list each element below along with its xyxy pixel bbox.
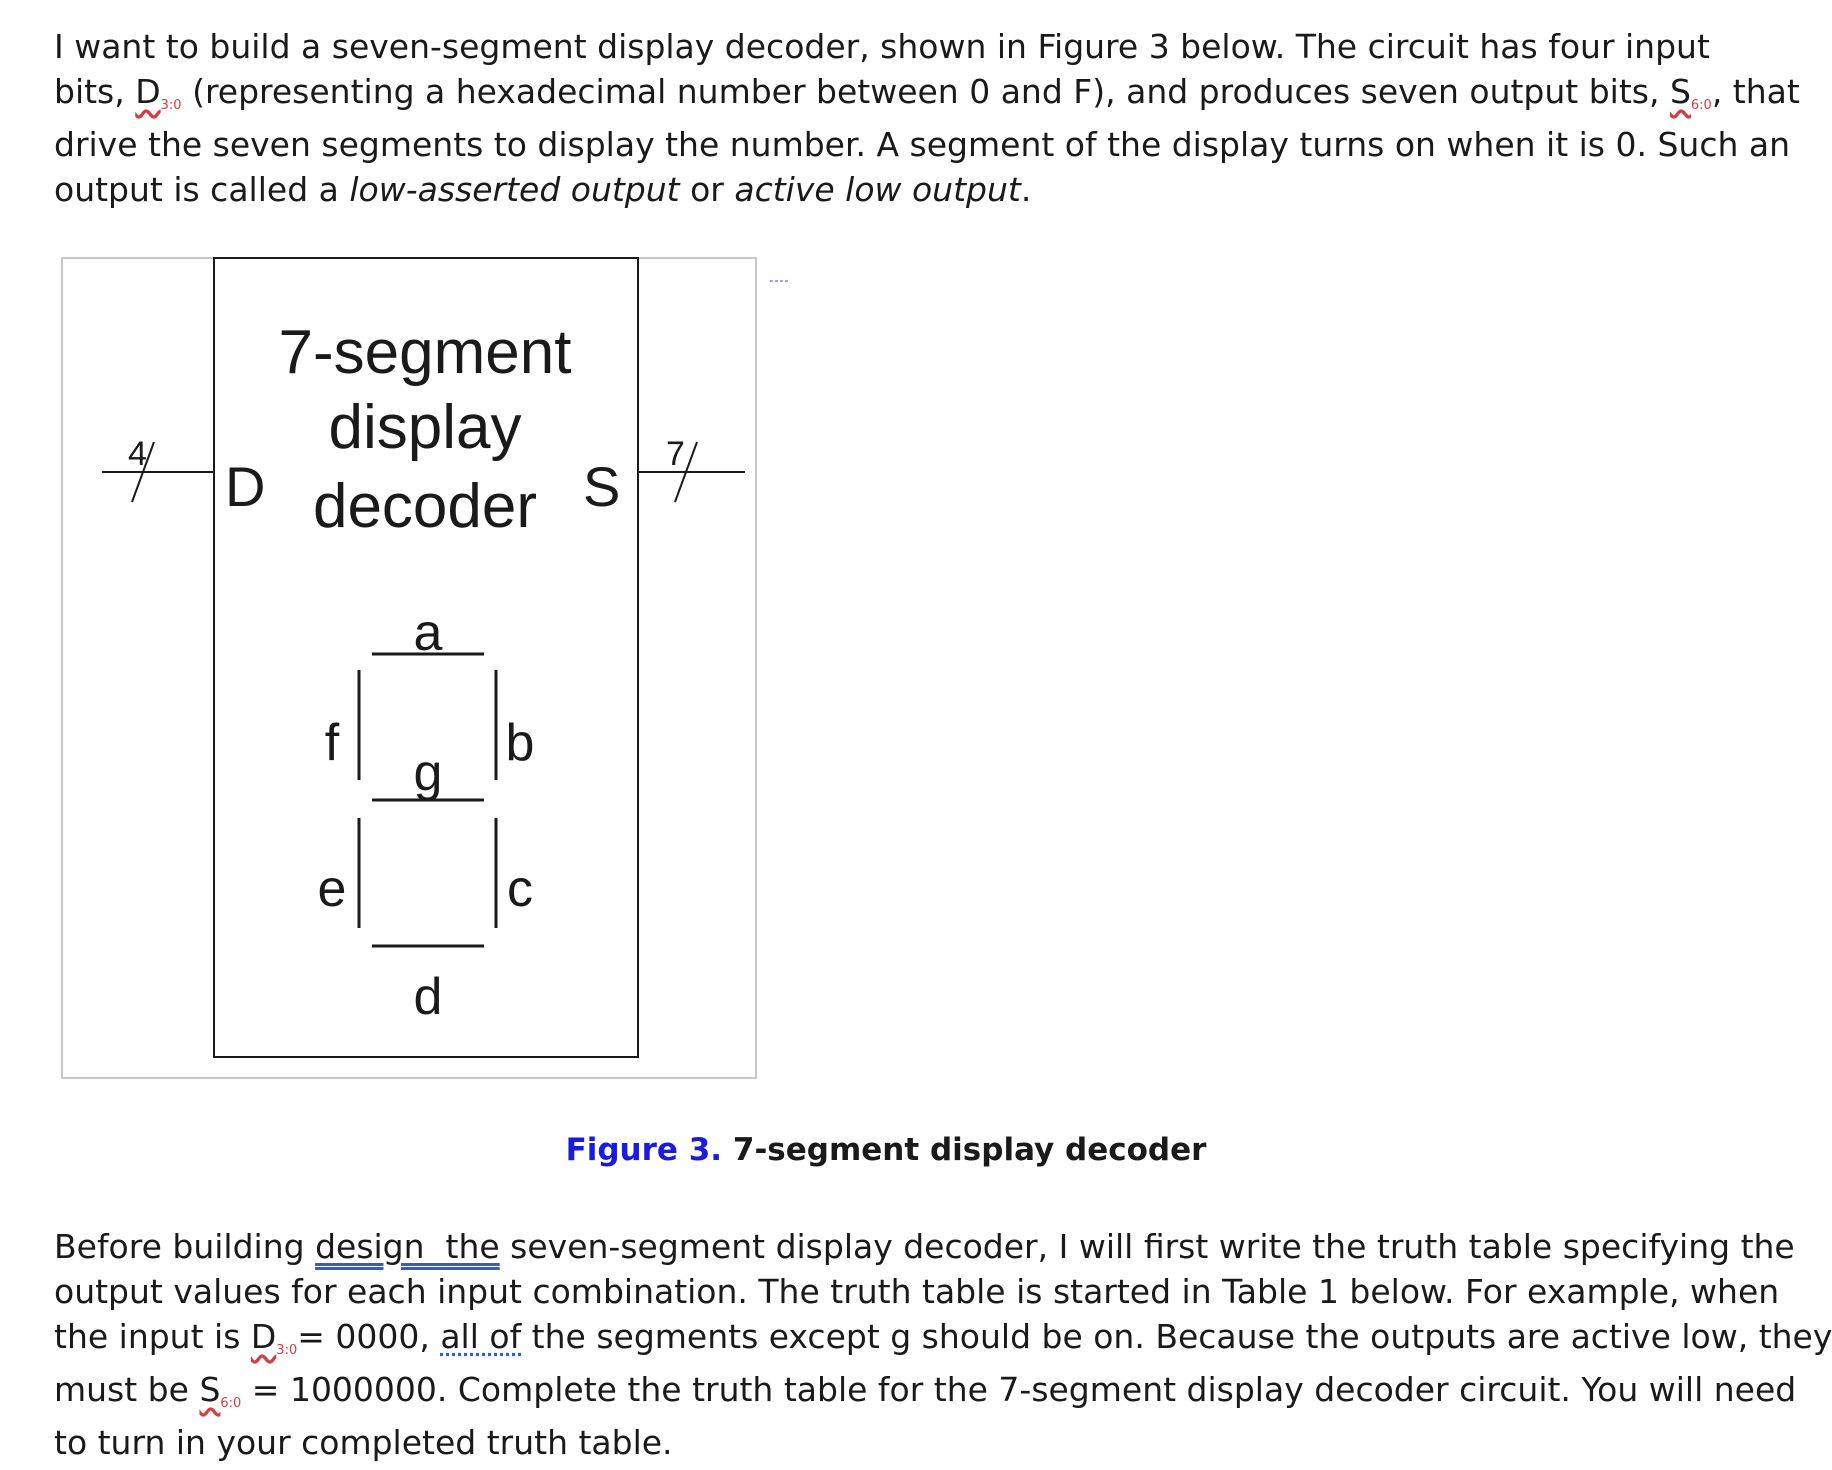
- input-port-label: D: [225, 455, 266, 518]
- intro-line-2a: bits,: [54, 72, 136, 111]
- segment-c-label: c: [507, 860, 533, 918]
- segment-f-label: f: [324, 714, 340, 772]
- body-line-2: output values for each input combination. The truth table is started in Table 1 below. For example, when: [54, 1272, 1780, 1311]
- intro-line-2c: , that: [1711, 72, 1800, 111]
- intro-line-1: I want to build a seven-segment display decoder, shown in Figure 3 below. The circuit has four input: [54, 27, 1710, 66]
- caption-text: 7-segment display decoder: [722, 1132, 1207, 1168]
- segment-d-label: d: [413, 968, 443, 1026]
- term-low-asserted: low-asserted output: [349, 170, 680, 209]
- s-variable-2: S6:0: [199, 1370, 242, 1411]
- segment-b-label: b: [505, 714, 535, 772]
- intro-line-2b: (representing a hexadecimal number between 0 and F), and produces seven output bits,: [181, 72, 1670, 111]
- s-subscript-2: 6:0: [220, 1396, 242, 1411]
- body-line-5: to turn in your completed truth table.: [54, 1423, 673, 1462]
- body-line-4: must be S6:0 = 1000000. Complete the truth table for the 7-segment display decoder circuit. You will need: [54, 1370, 1797, 1411]
- term-active-low: active low output: [734, 170, 1021, 209]
- s-subscript: 6:0: [1690, 98, 1712, 113]
- output-width-label: 7: [666, 435, 685, 473]
- segment-a-label: a: [413, 604, 443, 662]
- body-line-1: Before building design the seven-segment display decoder, I will first write the truth table specifying the: [54, 1227, 1795, 1266]
- all-of-phrase: all of: [440, 1317, 522, 1356]
- s-variable: S6:0: [1669, 72, 1712, 113]
- intro-line-4: output is called a low-asserted output or active low output.: [54, 170, 1032, 209]
- segment-g-label: g: [413, 744, 443, 802]
- decoder-title-line-3: decoder: [312, 472, 538, 541]
- input-width-label: 4: [128, 435, 147, 473]
- d-variable: D3:0: [135, 72, 182, 113]
- body-paragraph: [54, 1224, 1832, 1465]
- d-subscript: 3:0: [160, 98, 182, 113]
- segment-e-label: e: [317, 860, 347, 918]
- decoder-title-line-1: 7-segment: [278, 318, 572, 387]
- intro-line-3: drive the seven segments to display the number. A segment of the display turns on when it is 0. Such an: [54, 125, 1791, 164]
- d-subscript-2: 3:0: [276, 1343, 298, 1358]
- body-underlined-phrase: design the: [315, 1227, 500, 1266]
- caption-number: Figure 3.: [565, 1132, 723, 1168]
- output-port-label: S: [583, 455, 621, 518]
- decoder-title-line-2: display: [328, 393, 522, 462]
- d-variable-2: D3:0: [250, 1317, 298, 1358]
- figure-caption: [0, 1132, 1772, 1168]
- body-line-3: the input is D3:0= 0000, all of the segments except g should be on. Because the outputs are active low, they: [54, 1317, 1832, 1358]
